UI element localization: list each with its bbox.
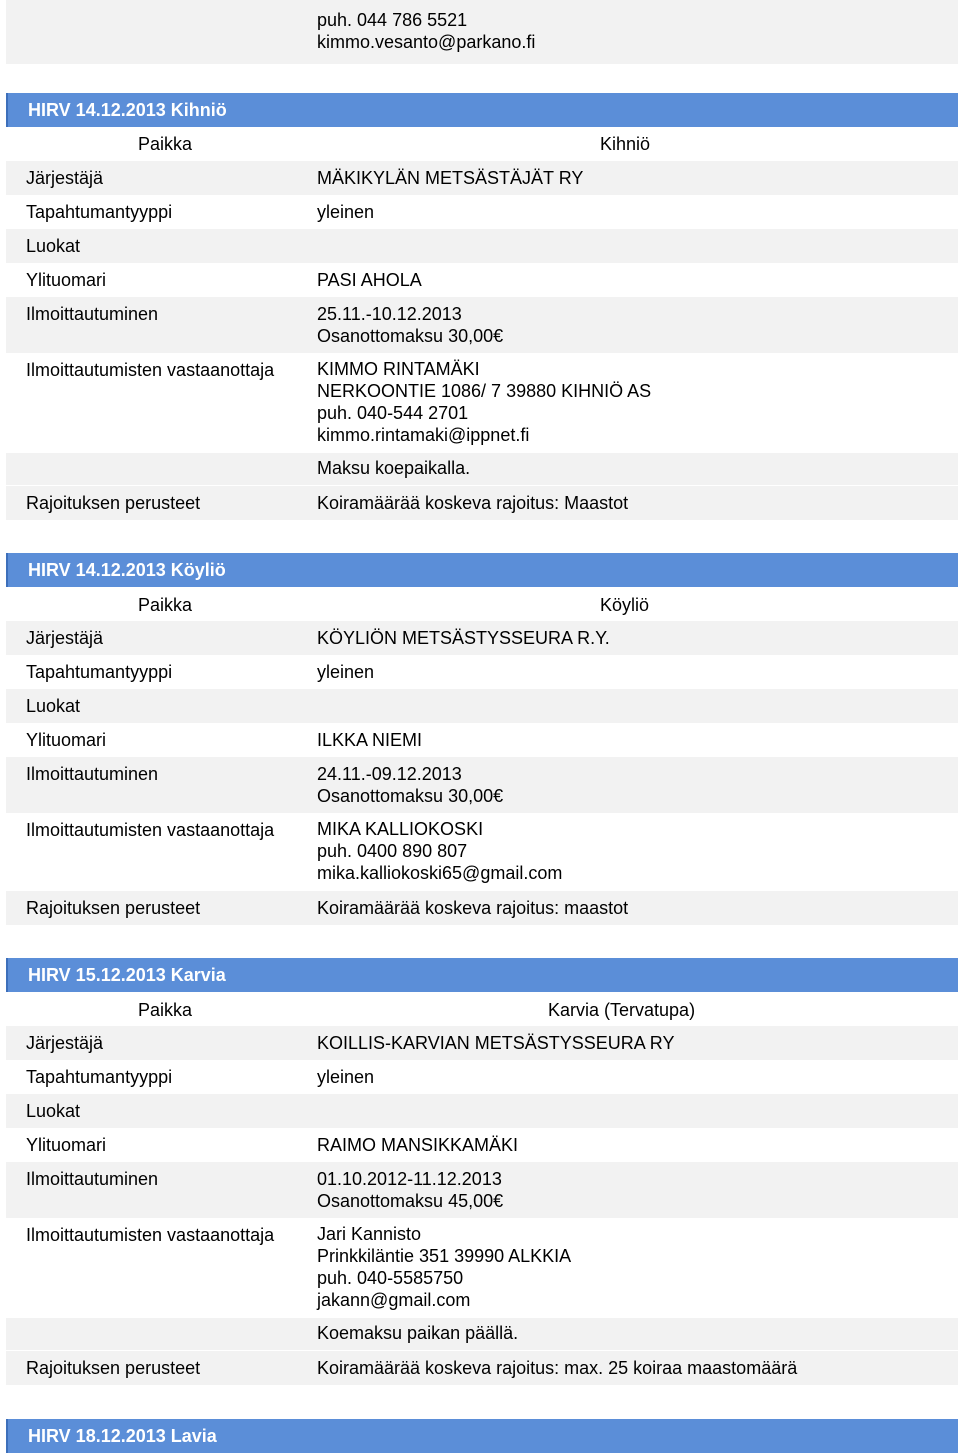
label-ilmoittautuminen: Ilmoittautuminen — [26, 764, 159, 784]
value-vast-addr: Prinkkiläntie 351 39990 ALKKIA — [317, 1246, 572, 1266]
event-details-koylio — [6, 587, 958, 925]
contact-email: kimmo.vesanto@parkano.fi — [317, 32, 536, 52]
row-ylituomari — [6, 1128, 958, 1162]
previous-event-contact — [6, 0, 958, 64]
label-jarjestaja: Järjestäjä — [26, 628, 104, 648]
row-vastaanottaja — [6, 1218, 958, 1318]
value-vast-phone: puh. 040-5585750 — [317, 1268, 464, 1288]
value-ylituomari: ILKKA NIEMI — [317, 730, 423, 750]
row-paikka — [6, 587, 958, 621]
value-vast-name: MIKA KALLIOKOSKI — [317, 819, 484, 839]
value-jarjestaja: KÖYLIÖN METSÄSTYSSEURA R.Y. — [317, 628, 610, 648]
label-rajoitus: Rajoituksen perusteet — [26, 898, 201, 918]
row-tyyppi — [6, 1060, 958, 1094]
label-jarjestaja: Järjestäjä — [26, 168, 104, 188]
value-ilmo-fee: Osanottomaksu 45,00€ — [317, 1191, 504, 1211]
value-rajoitus: Koiramäärää koskeva rajoitus: max. 25 koiraa maastomäärä — [317, 1358, 798, 1378]
value-vast-name: Jari Kannisto — [317, 1224, 422, 1244]
label-tapahtumantyyppi: Tapahtumantyyppi — [26, 1067, 173, 1087]
label-paikka: Paikka — [138, 595, 193, 615]
event-header-karvia: HIRV 15.12.2013 Karvia — [6, 958, 958, 992]
label-vastaanottaja: Ilmoittautumisten vastaanottaja — [26, 1225, 275, 1245]
row-maksu — [6, 453, 958, 485]
row-rajoitus — [6, 486, 958, 520]
value-ilmo-dates: 24.11.-09.12.2013 — [317, 764, 462, 784]
value-paikka: Köyliö — [600, 595, 650, 615]
row-jarjestaja — [6, 1026, 958, 1060]
value-rajoitus: Koiramäärää koskeva rajoitus: maastot — [317, 898, 629, 918]
row-rajoitus — [6, 891, 958, 925]
contact-phone: puh. 044 786 5521 — [317, 10, 468, 30]
row-ilmoittautuminen — [6, 1162, 958, 1218]
label-ylituomari: Ylituomari — [26, 1135, 107, 1155]
label-vastaanottaja: Ilmoittautumisten vastaanottaja — [26, 360, 275, 380]
label-rajoitus: Rajoituksen perusteet — [26, 493, 201, 513]
label-vastaanottaja: Ilmoittautumisten vastaanottaja — [26, 820, 275, 840]
value-maksu-note: Maksu koepaikalla. — [317, 458, 471, 478]
value-jarjestaja: MÄKIKYLÄN METSÄSTÄJÄT RY — [317, 168, 584, 188]
event-details-kihnio — [6, 127, 958, 520]
row-maksu — [6, 1318, 958, 1350]
label-paikka: Paikka — [138, 134, 193, 154]
event-header-kihnio: HIRV 14.12.2013 Kihniö — [6, 93, 958, 127]
row-ylituomari — [6, 723, 958, 757]
value-vast-email: mika.kalliokoski65@gmail.com — [317, 863, 563, 883]
value-maksu-note: Koemaksu paikan päällä. — [317, 1323, 519, 1343]
row-tyyppi — [6, 655, 958, 689]
value-vast-email: jakann@gmail.com — [317, 1290, 471, 1310]
value-ylituomari: PASI AHOLA — [317, 270, 422, 290]
row-vastaanottaja — [6, 353, 958, 453]
row-jarjestaja — [6, 161, 958, 195]
row-tyyppi — [6, 195, 958, 229]
event-header-koylio: HIRV 14.12.2013 Köyliö — [6, 553, 958, 587]
value-ilmo-fee: Osanottomaksu 30,00€ — [317, 326, 504, 346]
row-ilmoittautuminen — [6, 757, 958, 813]
value-ilmo-dates: 01.10.2012-11.12.2013 — [317, 1169, 502, 1189]
label-luokat: Luokat — [26, 696, 81, 716]
value-vast-phone: puh. 040-544 2701 — [317, 403, 469, 423]
value-tyyppi: yleinen — [317, 662, 375, 682]
label-ylituomari: Ylituomari — [26, 730, 107, 750]
value-ilmo-dates: 25.11.-10.12.2013 — [317, 304, 462, 324]
value-jarjestaja: KOILLIS-KARVIAN METSÄSTYSSEURA RY — [317, 1033, 675, 1053]
value-vast-name: KIMMO RINTAMÄKI — [317, 359, 480, 379]
value-vast-email: kimmo.rintamaki@ippnet.fi — [317, 425, 530, 445]
event-details-karvia — [6, 992, 958, 1385]
label-tapahtumantyyppi: Tapahtumantyyppi — [26, 662, 173, 682]
row-ilmoittautuminen — [6, 297, 958, 353]
label-ilmoittautuminen: Ilmoittautuminen — [26, 1169, 159, 1189]
row-luokat — [6, 1094, 958, 1128]
value-vast-phone: puh. 0400 890 807 — [317, 841, 468, 861]
row-luokat — [6, 689, 958, 723]
value-paikka: Karvia (Tervatupa) — [548, 1000, 696, 1020]
event-header-lavia: HIRV 18.12.2013 Lavia — [6, 1419, 958, 1453]
row-luokat — [6, 229, 958, 263]
label-ylituomari: Ylituomari — [26, 270, 107, 290]
label-tapahtumantyyppi: Tapahtumantyyppi — [26, 202, 173, 222]
value-paikka: Kihniö — [600, 134, 651, 154]
label-ilmoittautuminen: Ilmoittautuminen — [26, 304, 159, 324]
row-vastaanottaja — [6, 813, 958, 891]
row-paikka — [6, 127, 958, 161]
label-rajoitus: Rajoituksen perusteet — [26, 1358, 201, 1378]
value-rajoitus: Koiramäärää koskeva rajoitus: Maastot — [317, 493, 629, 513]
row-jarjestaja — [6, 621, 958, 655]
value-ilmo-fee: Osanottomaksu 30,00€ — [317, 786, 504, 806]
value-tyyppi: yleinen — [317, 1067, 375, 1087]
label-luokat: Luokat — [26, 236, 81, 256]
label-luokat: Luokat — [26, 1101, 81, 1121]
value-tyyppi: yleinen — [317, 202, 375, 222]
row-rajoitus — [6, 1351, 958, 1385]
label-paikka: Paikka — [138, 1000, 193, 1020]
label-jarjestaja: Järjestäjä — [26, 1033, 104, 1053]
value-ylituomari: RAIMO MANSIKKAMÄKI — [317, 1135, 519, 1155]
value-vast-addr: NERKOONTIE 1086/ 7 39880 KIHNIÖ AS — [317, 381, 652, 401]
row-ylituomari — [6, 263, 958, 297]
row-paikka — [6, 992, 958, 1026]
